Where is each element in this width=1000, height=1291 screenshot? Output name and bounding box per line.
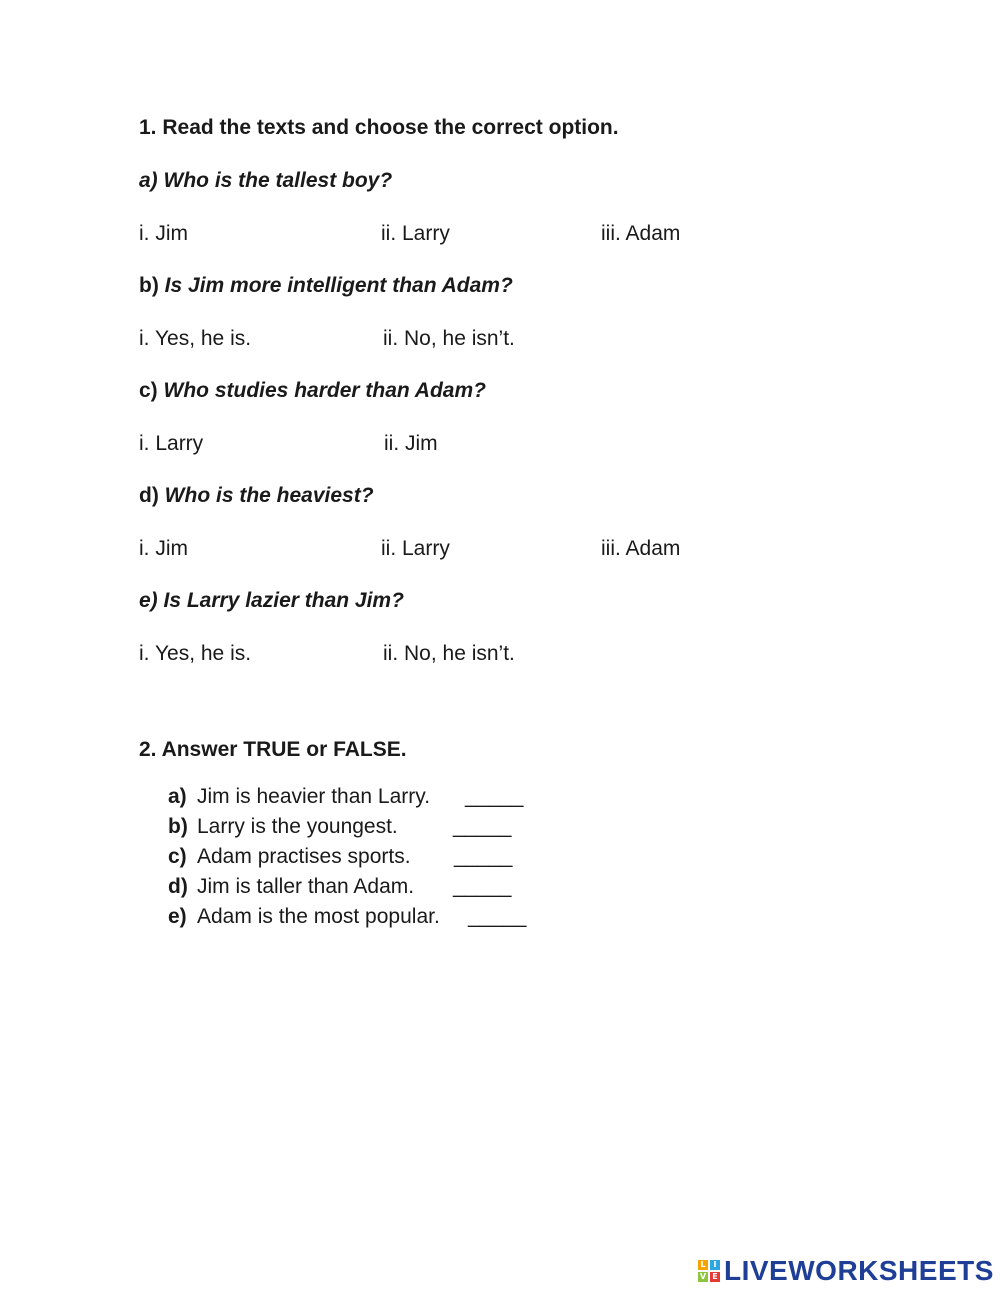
tf-item-a-text: Jim is heavier than Larry. — [197, 785, 431, 808]
tf-item-a — [168, 785, 524, 809]
option-e-2[interactable]: ii. No, he isn’t. — [383, 642, 515, 665]
option-a-2[interactable]: ii. Larry — [381, 222, 450, 245]
question-c — [139, 379, 486, 403]
tf-item-e-text: Adam is the most popular. — [197, 905, 440, 928]
option-a-1[interactable]: i. Jim — [139, 222, 188, 245]
tf-item-b-blank[interactable]: _____ — [453, 815, 512, 838]
question-e-text: e) Is Larry lazier than Jim? — [139, 589, 404, 612]
option-d-2[interactable]: ii. Larry — [381, 537, 450, 560]
question-d-text: Who is the heaviest? — [164, 484, 374, 507]
tf-item-d — [168, 875, 512, 899]
logo-blocks-icon — [698, 1260, 720, 1282]
tf-item-c-label: c) — [168, 845, 187, 868]
logo-block-e: E — [710, 1272, 720, 1282]
tf-item-b — [168, 815, 512, 839]
tf-item-e-label: e) — [168, 905, 187, 928]
question-c-text: Who studies harder than Adam? — [163, 379, 486, 402]
tf-item-d-label: d) — [168, 875, 188, 898]
question-b — [139, 274, 513, 298]
option-c-1[interactable]: i. Larry — [139, 432, 204, 455]
tf-item-e — [168, 905, 527, 929]
tf-item-d-blank[interactable]: _____ — [453, 875, 512, 898]
question-b-label: b) — [139, 274, 159, 297]
option-b-2[interactable]: ii. No, he isn’t. — [383, 327, 515, 350]
option-d-3[interactable]: iii. Adam — [601, 537, 681, 560]
question-e — [139, 589, 404, 613]
tf-item-c — [168, 845, 513, 869]
tf-item-d-text: Jim is taller than Adam. — [197, 875, 415, 898]
tf-item-a-label: a) — [168, 785, 187, 808]
question-c-label: c) — [139, 379, 158, 402]
tf-item-a-blank[interactable]: _____ — [465, 785, 524, 808]
question-d-label: d) — [139, 484, 159, 507]
tf-item-b-label: b) — [168, 815, 188, 838]
section-1-heading: 1. Read the texts and choose the correct option. — [139, 116, 619, 139]
logo-block-l: L — [698, 1260, 708, 1270]
question-a — [139, 169, 392, 193]
option-c-2[interactable]: ii. Jim — [384, 432, 438, 455]
tf-item-c-blank[interactable]: _____ — [454, 845, 513, 868]
option-e-1[interactable]: i. Yes, he is. — [139, 642, 252, 665]
option-b-1[interactable]: i. Yes, he is. — [139, 327, 252, 350]
tf-item-c-text: Adam practises sports. — [197, 845, 411, 868]
logo-block-v: V — [699, 1272, 707, 1281]
question-b-text: Is Jim more intelligent than Adam? — [164, 274, 513, 297]
section-2-heading: 2. Answer TRUE or FALSE. — [139, 738, 407, 761]
liveworksheets-logo — [698, 1256, 994, 1286]
logo-block-i: I — [710, 1260, 720, 1270]
logo-text: LIVEWORKSHEETS — [724, 1255, 994, 1286]
question-a-text: a) Who is the tallest boy? — [139, 169, 393, 192]
option-d-1[interactable]: i. Jim — [139, 537, 188, 560]
tf-item-e-blank[interactable]: _____ — [468, 905, 527, 928]
option-a-3[interactable]: iii. Adam — [601, 222, 681, 245]
question-d — [139, 484, 374, 508]
tf-item-b-text: Larry is the youngest. — [197, 815, 398, 838]
